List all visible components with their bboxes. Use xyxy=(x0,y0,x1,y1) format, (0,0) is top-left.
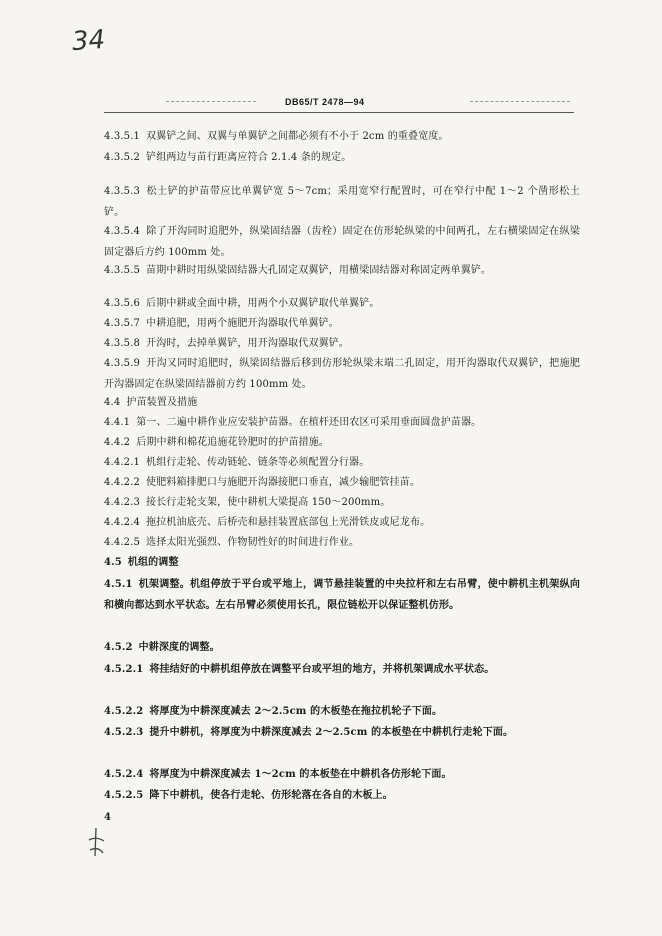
clause-number: 4.3.5.4 xyxy=(104,226,141,237)
clause-text: 开沟时，去掉单翼铲，用开沟器取代双翼铲。 xyxy=(146,338,350,349)
clause-text: 铲组两边与苗行距离应符合 2.1.4 条的规定。 xyxy=(146,152,352,163)
clause-number: 4.3.5.8 xyxy=(104,338,141,349)
clause-text: 除了开沟同时追肥外，纵梁固结器（齿栓）固定在仿形轮纵梁的中间两孔，左右横梁固定在纵梁固定器后方约 100mm 处。 xyxy=(104,226,580,258)
clause xyxy=(104,722,580,743)
clause xyxy=(104,432,580,453)
clause xyxy=(104,313,580,334)
clause-number: 4.3.5.2 xyxy=(104,152,141,163)
clause xyxy=(104,574,580,616)
clause-text: 松土铲的护苗带应比单翼铲宽 5～7cm；采用宽窄行配置时，可在窄行中配 1～2 个凿形松土铲。 xyxy=(104,186,580,218)
clause xyxy=(104,353,580,395)
clause xyxy=(104,785,580,806)
clause-number: 4.5.2.3 xyxy=(104,727,144,738)
clause xyxy=(104,701,580,722)
standard-code: DB65/T 2478—94 xyxy=(285,97,365,107)
section-number: 4.5 xyxy=(104,557,122,568)
clause-number: 4.3.5.6 xyxy=(104,298,141,309)
section-title: 机组的调整 xyxy=(127,557,179,568)
clause xyxy=(104,260,580,281)
clause-number: 4.3.5.1 xyxy=(104,131,141,142)
clause-number: 4.4.2.5 xyxy=(104,537,141,548)
section-heading xyxy=(104,552,580,573)
clause-text: 拖拉机油底壳、后桥壳和悬挂装置底部包上光滑铁皮或尼龙布。 xyxy=(146,517,431,528)
clause xyxy=(104,181,580,223)
clause-text: 机架调整。机组停放于平台或平地上，调节悬挂装置的中央拉杆和左右吊臂，使中耕机主机架纵向和横向都达到水平状态。左右吊臂必须使用长孔，限位链松开以保证整机仿形。 xyxy=(104,579,580,611)
page-number: 4 xyxy=(104,812,111,823)
clause-text: 第一、二遍中耕作业应安装护苗器。在植杆还田农区可采用垂面圆盘护苗器。 xyxy=(136,417,482,428)
clause xyxy=(104,764,580,785)
clause-text: 双翼铲之间、双翼与单翼铲之间都必须有不小于 2cm 的重叠宽度。 xyxy=(146,131,449,142)
clause-text: 中耕深度的调整。 xyxy=(138,642,220,653)
clause-number: 4.4.2.3 xyxy=(104,497,141,508)
clause xyxy=(104,532,580,553)
clause xyxy=(104,659,580,680)
clause xyxy=(104,333,580,354)
clause-text: 降下中耕机，使各行走轮、仿形轮落在各自的木板上。 xyxy=(149,790,393,801)
clause-text: 中耕追肥，用两个施肥开沟器取代单翼铲。 xyxy=(146,318,339,329)
clause-number: 4.3.5.9 xyxy=(104,358,141,369)
clause-text: 机组行走轮、传动链轮、链条等必须配置分行器。 xyxy=(146,457,370,468)
section-number: 4.4 xyxy=(104,397,121,408)
clause-text: 苗期中耕时用纵梁固结器大孔固定双翼铲，用横梁固结器对称固定两单翼铲。 xyxy=(146,265,492,276)
clause-number: 4.4.2.4 xyxy=(104,517,141,528)
clause xyxy=(104,126,580,147)
clause xyxy=(104,472,580,493)
clause-number: 4.4.2.1 xyxy=(104,457,141,468)
clause-text: 使肥料箱排肥口与施肥开沟器接肥口垂直，减少输肥管挂苗。 xyxy=(146,477,421,488)
clause-text: 接长行走轮支架，使中耕机大梁提高 150～200mm。 xyxy=(146,497,391,508)
clause xyxy=(104,147,580,168)
clause-text: 将厚度为中耕深度减去 2～2.5cm 的木板垫在拖拉机轮子下面。 xyxy=(149,706,443,717)
clause-number: 4.4.2.2 xyxy=(104,477,141,488)
handwritten-mark xyxy=(86,826,108,860)
clause-number: 4.4.1 xyxy=(104,417,131,428)
clause xyxy=(104,293,580,314)
clause-text: 提升中耕机，将厚度为中耕深度减去 2～2.5cm 的本板垫在中耕机行走轮下面。 xyxy=(149,727,514,738)
clause-text: 将挂结好的中耕机组停放在调整平台或平坦的地方，并将机架调成水平状态。 xyxy=(149,664,495,675)
clause-number: 4.3.5.7 xyxy=(104,318,141,329)
clause-number: 4.5.2 xyxy=(104,642,133,653)
clause xyxy=(104,512,580,533)
clause-number: 4.4.2 xyxy=(104,437,131,448)
clause-number: 4.5.2.2 xyxy=(104,706,144,717)
clause xyxy=(104,492,580,513)
handwritten-page-mark: 34 xyxy=(70,24,107,58)
clause xyxy=(104,637,580,658)
clause xyxy=(104,412,580,433)
clause xyxy=(104,221,580,263)
header-rule xyxy=(104,112,574,113)
clause-number: 4.5.1 xyxy=(104,579,133,590)
header-dash-left xyxy=(166,101,256,102)
clause xyxy=(104,452,580,473)
clause-number: 4.5.2.1 xyxy=(104,664,144,675)
clause-number: 4.3.5.5 xyxy=(104,265,141,276)
clause-text: 后期中耕和棉花追施花铃肥时的护苗措施。 xyxy=(136,437,330,448)
section-heading xyxy=(104,392,580,413)
clause-number: 4.5.2.5 xyxy=(104,790,144,801)
clause-text: 选择太阳光强烈、作物韧性好的时间进行作业。 xyxy=(146,537,360,548)
clause-number: 4.3.5.3 xyxy=(104,186,141,197)
section-title: 护苗装置及措施 xyxy=(126,397,198,408)
header-dash-right xyxy=(470,101,570,102)
clause-text: 后期中耕或全面中耕，用两个小双翼铲取代单翼铲。 xyxy=(146,298,380,309)
clause-text: 开沟又同时追肥时，纵梁固结器后移到仿形轮纵梁末端二孔固定，用开沟器取代双翼铲，把施肥开沟器固定在纵梁固结器前方约 100mm 处。 xyxy=(104,358,580,390)
clause-text: 将厚度为中耕深度减去 1～2cm 的本板垫在中耕机各仿形轮下面。 xyxy=(149,769,452,780)
clause-number: 4.5.2.4 xyxy=(104,769,144,780)
